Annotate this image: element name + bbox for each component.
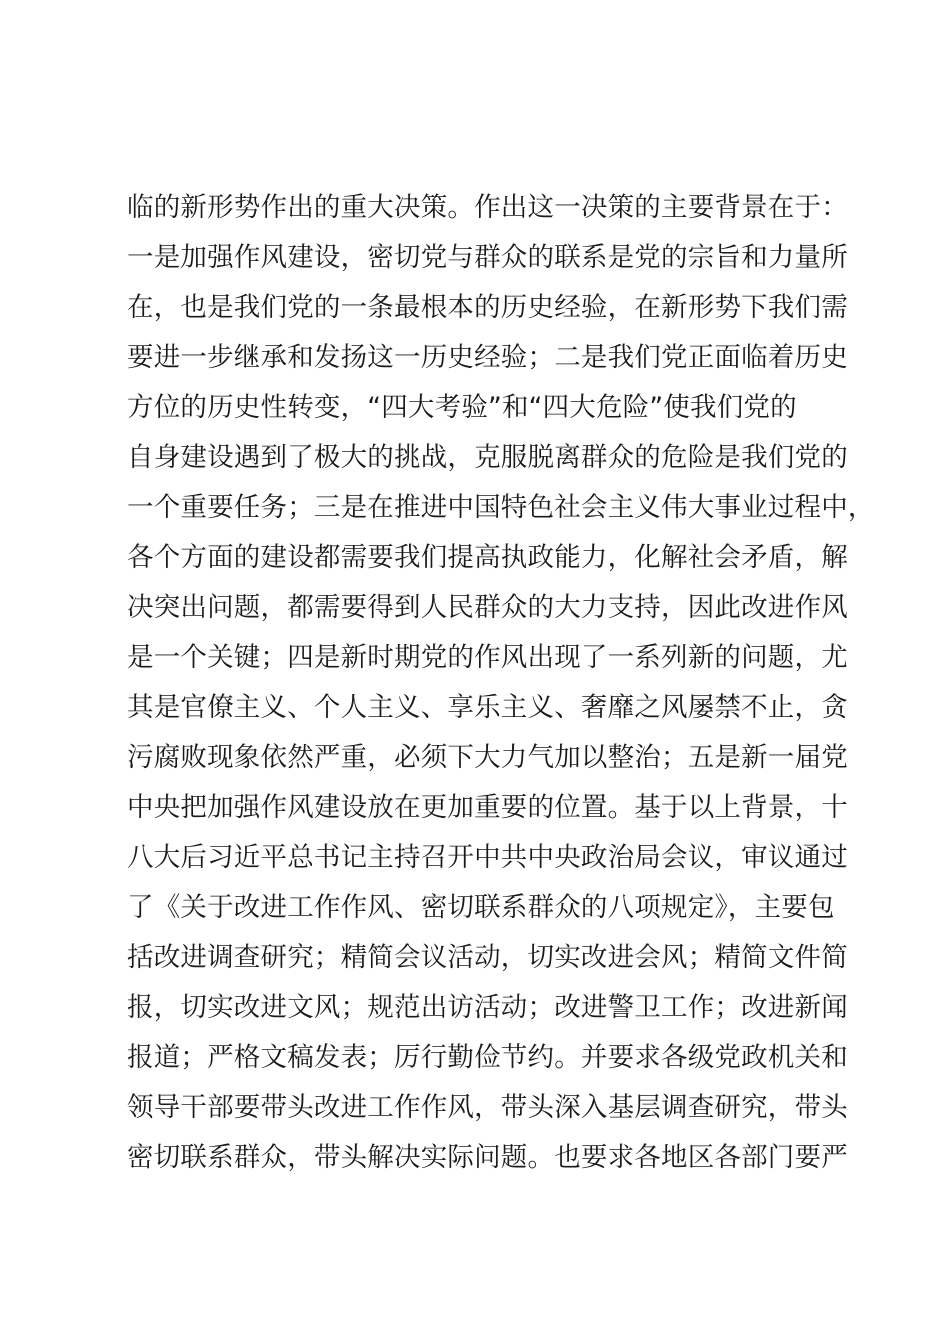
- text-line-18: 报道；严格文稿发表；厉行勤俭节约。并要求各级党政机关和: [127, 1042, 848, 1073]
- text-line-16: 括改进调查研究；精简会议活动，切实改进会风；精简文件简: [127, 942, 848, 973]
- text-line-4: 要进一步继承和发扬这一历史经验；二是我们党正面临着历史: [127, 342, 848, 373]
- text-line-3: 在，也是我们党的一条最根本的历史经验，在新形势下我们需: [127, 292, 848, 323]
- text-line-12: 污腐败现象依然严重，必须下大力气加以整治；五是新一届党: [127, 742, 848, 773]
- text-line-1: 临的新形势作出的重大决策。作出这一决策的主要背景在于：: [127, 192, 848, 223]
- text-line-5: 方位的历史性转变，“四大考验”和“四大危险”使我们党的: [127, 392, 797, 423]
- text-line-8: 各个方面的建设都需要我们提高执政能力，化解社会矛盾，解: [127, 542, 848, 573]
- text-line-9: 决突出问题，都需要得到人民群众的大力支持，因此改进作风: [127, 592, 848, 623]
- text-line-7: 一个重要任务；三是在推进中国特色社会主义伟大事业过程中，: [127, 492, 875, 523]
- text-line-15: 了《关于改进工作作风、密切联系群众的八项规定》，主要包: [127, 892, 835, 923]
- text-line-13: 中央把加强作风建设放在更加重要的位置。基于以上背景，十: [127, 792, 848, 823]
- text-line-2: 一是加强作风建设，密切党与群众的联系是党的宗旨和力量所: [127, 242, 848, 273]
- text-line-14: 八大后习近平总书记主持召开中共中央政治局会议，审议通过: [127, 842, 848, 873]
- text-line-10: 是一个关键；四是新时期党的作风出现了一系列新的问题，尤: [127, 642, 848, 673]
- text-line-20: 密切联系群众，带头解决实际问题。也要求各地区各部门要严: [127, 1142, 848, 1173]
- text-line-11: 其是官僚主义、个人主义、享乐主义、奢靡之风屡禁不止，贪: [127, 692, 848, 723]
- text-line-17: 报，切实改进文风；规范出访活动；改进警卫工作；改进新闻: [127, 992, 848, 1023]
- text-line-19: 领导干部要带头改进工作作风，带头深入基层调查研究，带头: [127, 1092, 848, 1123]
- text-line-6: 自身建设遇到了极大的挑战，克服脱离群众的危险是我们党的: [127, 442, 848, 473]
- body-paragraph: [127, 183, 875, 1183]
